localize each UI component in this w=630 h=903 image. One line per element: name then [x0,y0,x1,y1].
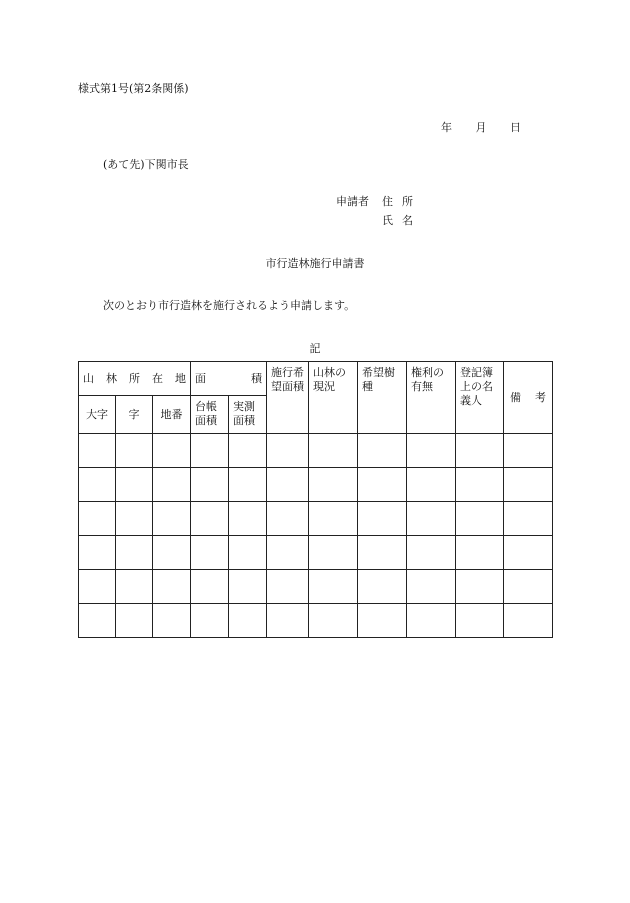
form-number: 様式第1号(第2条関係) [78,82,189,95]
area-group-header [191,362,267,396]
ki-heading: 記 [309,342,321,355]
table-cell[interactable] [358,434,407,468]
remarks-char: 考 [535,390,547,404]
table-cell[interactable] [358,468,407,502]
table-cell[interactable] [116,468,153,502]
table-cell[interactable] [407,536,456,570]
table-cell[interactable] [79,604,116,638]
oaza-header: 大字 [79,396,116,434]
table-cell[interactable] [191,604,229,638]
desired-species-header: 希望樹種 [358,362,407,434]
statement-text: 次のとおり市行造林を施行されるよう申請します。 [103,299,356,312]
table-cell[interactable] [358,570,407,604]
table-cell[interactable] [229,570,267,604]
table-cell[interactable] [309,570,358,604]
table-cell[interactable] [191,570,229,604]
table-cell[interactable] [191,536,229,570]
table-cell[interactable] [407,570,456,604]
location-group-header [79,362,191,396]
table-cell[interactable] [504,536,553,570]
table-cell[interactable] [153,604,191,638]
table-cell[interactable] [153,502,191,536]
table-cell[interactable] [267,502,309,536]
forest-status-header: 山林の現況 [309,362,358,434]
location-group-char: 所 [129,372,140,385]
table-cell[interactable] [358,502,407,536]
table-cell[interactable] [456,502,504,536]
table-cell[interactable] [229,434,267,468]
registered-owner-header: 登記簿上の名義人 [456,362,504,434]
date-line [441,119,521,135]
table-cell[interactable] [116,434,153,468]
desired-area-header: 施行希望面積 [267,362,309,434]
table-cell[interactable] [79,434,116,468]
address-label: 住所 [382,195,422,208]
location-group-char: 山 [83,372,94,385]
table-cell[interactable] [229,604,267,638]
table-cell[interactable] [358,536,407,570]
measured-area-header: 実測面積 [229,396,267,434]
table-cell[interactable] [407,434,456,468]
table-cell[interactable] [504,604,553,638]
table-cell[interactable] [153,468,191,502]
table-cell[interactable] [407,468,456,502]
application-table [78,361,553,638]
location-group-char: 在 [152,372,163,385]
table-cell[interactable] [456,536,504,570]
table-row [79,570,553,604]
table-cell[interactable] [116,604,153,638]
table-row [79,604,553,638]
date-month: 月 [475,121,487,134]
aza-header: 字 [116,396,153,434]
table-cell[interactable] [504,570,553,604]
table-cell[interactable] [309,468,358,502]
table-cell[interactable] [456,434,504,468]
table-cell[interactable] [358,604,407,638]
table-cell[interactable] [191,502,229,536]
table-cell[interactable] [309,604,358,638]
location-group-char: 地 [175,372,186,385]
table-cell[interactable] [116,536,153,570]
table-cell[interactable] [229,468,267,502]
table-cell[interactable] [229,536,267,570]
table-cell[interactable] [407,604,456,638]
area-group-char: 積 [251,372,263,385]
location-group-char: 林 [106,372,117,385]
table-cell[interactable] [191,468,229,502]
date-day: 日 [510,121,521,134]
date-year: 年 [441,121,452,134]
table-cell[interactable] [229,502,267,536]
table-cell[interactable] [504,468,553,502]
table-row [79,536,553,570]
table-cell[interactable] [79,468,116,502]
table-cell[interactable] [456,604,504,638]
table-cell[interactable] [267,604,309,638]
remarks-header [504,362,553,434]
table-cell[interactable] [309,536,358,570]
document-title: 市行造林施行申請書 [265,257,365,270]
table-cell[interactable] [309,434,358,468]
table-cell[interactable] [191,434,229,468]
table-row [79,434,553,468]
table-cell[interactable] [79,570,116,604]
table-cell[interactable] [267,570,309,604]
remarks-char: 備 [510,390,522,404]
addressee: (あて先)下関市長 [103,158,189,171]
table-cell[interactable] [267,468,309,502]
table-row [79,502,553,536]
table-cell[interactable] [116,570,153,604]
table-cell[interactable] [456,468,504,502]
table-cell[interactable] [504,434,553,468]
table-cell[interactable] [309,502,358,536]
table-cell[interactable] [79,536,116,570]
lot-number-header: 地番 [153,396,191,434]
table-row [79,468,553,502]
table-cell[interactable] [504,502,553,536]
table-cell[interactable] [456,570,504,604]
table-cell[interactable] [153,434,191,468]
table-cell[interactable] [267,536,309,570]
name-label: 氏名 [382,214,422,227]
rights-header: 権利の有無 [407,362,456,434]
ledger-area-header: 台帳面積 [191,396,229,434]
applicant-label: 申請者 [336,195,369,208]
table-cell[interactable] [407,502,456,536]
table-cell[interactable] [153,536,191,570]
table-cell[interactable] [153,570,191,604]
area-group-char: 面 [195,372,207,385]
table-cell[interactable] [267,434,309,468]
table-cell[interactable] [79,502,116,536]
table-cell[interactable] [116,502,153,536]
